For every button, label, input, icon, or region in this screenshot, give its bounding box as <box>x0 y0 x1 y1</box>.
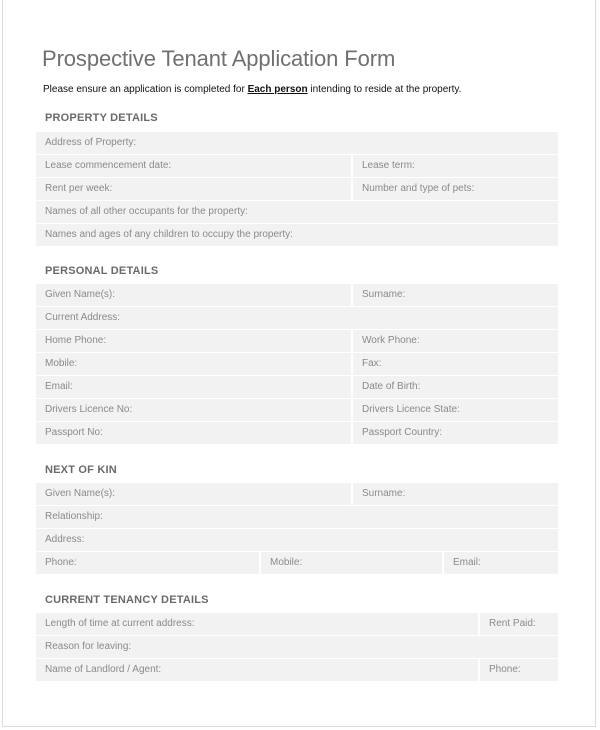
table-row <box>36 155 558 177</box>
field-kin-address[interactable]: Address: <box>36 529 558 551</box>
current-tenancy-table <box>36 613 558 682</box>
field-lease-commencement-date[interactable]: Lease commencement date: <box>36 155 351 177</box>
field-work-phone[interactable]: Work Phone: <box>353 330 558 352</box>
field-surname[interactable]: Surname: <box>353 284 558 306</box>
table-row <box>36 399 558 421</box>
field-mobile[interactable]: Mobile: <box>36 353 351 375</box>
field-email[interactable]: Email: <box>36 376 351 398</box>
table-row <box>36 353 558 375</box>
intro-after: intending to reside at the property. <box>307 84 462 95</box>
field-kin-email[interactable]: Email: <box>444 552 558 574</box>
field-rent-paid[interactable]: Rent Paid: <box>480 613 558 635</box>
field-other-occupants[interactable]: Names of all other occupants for the property: <box>36 201 558 223</box>
table-row <box>36 224 558 246</box>
table-row <box>36 636 558 658</box>
section-heading-next-of-kin: NEXT OF KIN <box>45 464 117 476</box>
table-row <box>36 506 558 528</box>
field-length-at-current-address[interactable]: Length of time at current address: <box>36 613 478 635</box>
field-drivers-licence-no[interactable]: Drivers Licence No: <box>36 399 351 421</box>
field-kin-mobile[interactable]: Mobile: <box>261 552 442 574</box>
table-row <box>36 284 558 306</box>
field-address-of-property[interactable]: Address of Property: <box>36 132 558 154</box>
table-row <box>36 483 558 505</box>
table-row <box>36 552 558 574</box>
field-given-names[interactable]: Given Name(s): <box>36 284 351 306</box>
field-date-of-birth[interactable]: Date of Birth: <box>353 376 558 398</box>
field-children-names-ages[interactable]: Names and ages of any children to occupy the property: <box>36 224 558 246</box>
table-row <box>36 422 558 444</box>
intro-text <box>43 84 461 95</box>
table-row <box>36 529 558 551</box>
table-row <box>36 178 558 200</box>
intro-emphasis: Each person <box>247 84 308 95</box>
field-kin-given-names[interactable]: Given Name(s): <box>36 483 351 505</box>
table-row <box>36 330 558 352</box>
field-drivers-licence-state[interactable]: Drivers Licence State: <box>353 399 558 421</box>
field-kin-relationship[interactable]: Relationship: <box>36 506 558 528</box>
field-current-address[interactable]: Current Address: <box>36 307 558 329</box>
table-row <box>36 659 558 681</box>
intro-before: Please ensure an application is completed for <box>43 84 248 95</box>
next-of-kin-table <box>36 483 558 575</box>
property-details-table <box>36 132 558 247</box>
table-row <box>36 132 558 154</box>
field-fax[interactable]: Fax: <box>353 353 558 375</box>
section-heading-personal: PERSONAL DETAILS <box>45 265 159 277</box>
field-home-phone[interactable]: Home Phone: <box>36 330 351 352</box>
field-reason-for-leaving[interactable]: Reason for leaving: <box>36 636 558 658</box>
field-kin-surname[interactable]: Surname: <box>353 483 558 505</box>
form-title: Prospective Tenant Application Form <box>42 46 396 71</box>
section-heading-property: PROPERTY DETAILS <box>45 112 158 124</box>
field-rent-per-week[interactable]: Rent per week: <box>36 178 351 200</box>
table-row <box>36 376 558 398</box>
field-kin-phone[interactable]: Phone: <box>36 552 259 574</box>
field-passport-country[interactable]: Passport Country: <box>353 422 558 444</box>
field-number-type-pets[interactable]: Number and type of pets: <box>353 178 558 200</box>
personal-details-table <box>36 284 558 445</box>
table-row <box>36 201 558 223</box>
field-passport-no[interactable]: Passport No: <box>36 422 351 444</box>
field-landlord-phone[interactable]: Phone: <box>480 659 558 681</box>
section-heading-current-tenancy: CURRENT TENANCY DETAILS <box>45 594 209 606</box>
table-row <box>36 307 558 329</box>
field-landlord-agent-name[interactable]: Name of Landlord / Agent: <box>36 659 478 681</box>
field-lease-term[interactable]: Lease term: <box>353 155 558 177</box>
table-row <box>36 613 558 635</box>
